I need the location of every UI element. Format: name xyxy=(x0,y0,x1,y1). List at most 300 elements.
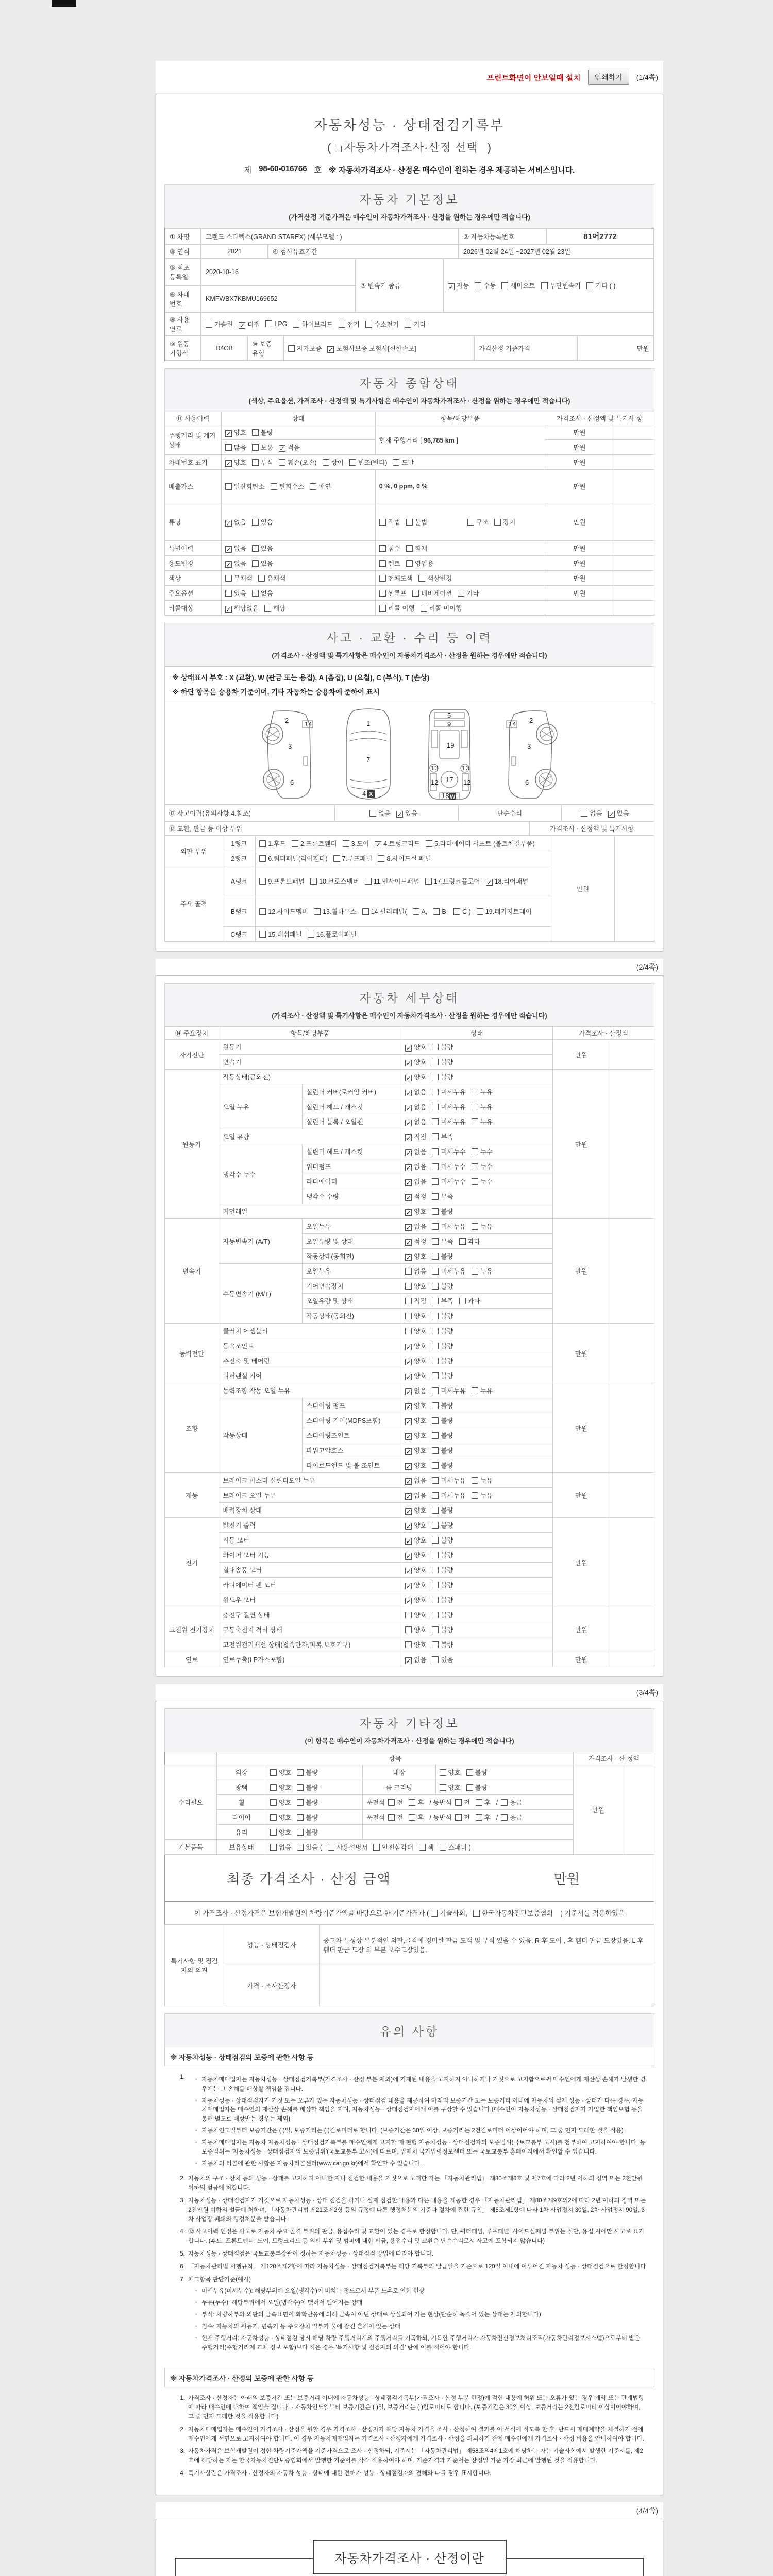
checkbox-option[interactable] xyxy=(362,907,407,916)
checkbox-option[interactable] xyxy=(432,1311,453,1320)
checkbox-option[interactable] xyxy=(405,1431,426,1440)
checkbox-option[interactable] xyxy=(405,1177,426,1186)
checkbox[interactable] xyxy=(405,1283,412,1290)
checkbox-option[interactable] xyxy=(432,1222,465,1231)
checkbox-option[interactable] xyxy=(475,281,496,290)
checkbox-option[interactable] xyxy=(432,1461,453,1470)
checkbox[interactable] xyxy=(252,444,259,451)
checkbox[interactable] xyxy=(225,444,232,451)
checkbox[interactable] xyxy=(432,1118,439,1125)
checkbox[interactable] xyxy=(455,1799,462,1806)
checkbox-option[interactable] xyxy=(405,1505,426,1515)
checkbox-checked[interactable]: ✓ xyxy=(406,1478,411,1485)
checkbox[interactable] xyxy=(432,1089,439,1095)
checkbox[interactable] xyxy=(581,810,587,817)
checkbox[interactable] xyxy=(432,1612,439,1618)
checkbox-option[interactable] xyxy=(405,1251,426,1261)
checkbox-option[interactable] xyxy=(466,1783,488,1792)
checkbox-option[interactable] xyxy=(432,1132,453,1141)
checkbox[interactable] xyxy=(270,1799,277,1806)
checkbox-option[interactable] xyxy=(279,457,317,467)
checkbox[interactable] xyxy=(373,1844,380,1851)
checkbox[interactable] xyxy=(405,1328,412,1334)
checkbox-checked[interactable]: ✓ xyxy=(406,1493,411,1500)
checkbox-option[interactable] xyxy=(259,839,286,848)
checkbox-checked[interactable]: ✓ xyxy=(406,1508,411,1515)
checkbox[interactable] xyxy=(270,1784,277,1791)
checkbox-option[interactable] xyxy=(418,573,452,583)
checkbox-option[interactable] xyxy=(501,281,535,290)
checkbox-option[interactable] xyxy=(405,1042,426,1052)
checkbox-option[interactable] xyxy=(432,1520,453,1530)
checkbox-option[interactable] xyxy=(432,1236,453,1246)
checkbox-option[interactable] xyxy=(406,558,433,568)
checkbox-option[interactable] xyxy=(405,319,426,329)
checkbox-option[interactable] xyxy=(297,1783,318,1792)
checkbox-checked[interactable]: ✓ xyxy=(406,1194,411,1201)
checkbox-option[interactable] xyxy=(432,1281,453,1291)
checkbox-option[interactable] xyxy=(421,603,462,613)
checkbox-option[interactable] xyxy=(432,1162,465,1171)
checkbox-option[interactable] xyxy=(239,319,260,329)
checkbox-option[interactable] xyxy=(586,281,615,290)
checkbox[interactable] xyxy=(335,146,342,152)
checkbox-option[interactable] xyxy=(405,1356,426,1365)
checkbox[interactable] xyxy=(225,575,232,582)
checkbox[interactable] xyxy=(418,575,425,582)
checkbox[interactable] xyxy=(476,1814,482,1821)
checkbox-checked[interactable]: ✓ xyxy=(406,1403,411,1411)
checkbox-option[interactable] xyxy=(432,1505,453,1515)
checkbox-option[interactable] xyxy=(405,1550,426,1560)
checkbox[interactable] xyxy=(252,459,259,466)
checkbox-option[interactable] xyxy=(472,1177,493,1186)
checkbox-option[interactable] xyxy=(323,457,344,467)
checkbox[interactable] xyxy=(432,1178,439,1185)
checkbox-checked[interactable]: ✓ xyxy=(406,1568,411,1575)
checkbox[interactable] xyxy=(308,931,314,938)
checkbox[interactable] xyxy=(432,1313,439,1319)
checkbox[interactable] xyxy=(333,855,340,862)
checkbox-option[interactable] xyxy=(432,1072,453,1081)
checkbox-option[interactable] xyxy=(365,319,399,329)
checkbox-checked[interactable]: ✓ xyxy=(486,879,492,886)
checkbox-checked[interactable]: ✓ xyxy=(406,1045,411,1052)
checkbox-option[interactable] xyxy=(271,482,304,491)
checkbox-option[interactable] xyxy=(472,1162,493,1171)
checkbox[interactable] xyxy=(271,483,277,490)
checkbox-checked[interactable]: ✓ xyxy=(239,322,245,329)
checkbox-option[interactable] xyxy=(270,1842,291,1852)
checkbox-option[interactable] xyxy=(432,1356,453,1365)
checkbox-checked[interactable]: ✓ xyxy=(375,841,381,849)
checkbox-option[interactable] xyxy=(405,1192,426,1201)
checkbox-option[interactable] xyxy=(314,907,357,916)
checkbox[interactable] xyxy=(433,908,440,915)
checkbox[interactable] xyxy=(432,1402,439,1409)
checkbox[interactable] xyxy=(459,1298,466,1304)
checkbox[interactable] xyxy=(339,321,345,328)
checkbox-option[interactable] xyxy=(225,603,259,613)
checkbox-option[interactable] xyxy=(432,1610,453,1619)
checkbox[interactable] xyxy=(501,1799,508,1806)
checkbox[interactable] xyxy=(432,1223,439,1230)
checkbox-option[interactable] xyxy=(225,457,246,467)
checkbox[interactable] xyxy=(264,605,271,612)
checkbox[interactable] xyxy=(432,1238,439,1245)
checkbox-option[interactable] xyxy=(405,1087,426,1096)
checkbox-option[interactable] xyxy=(472,1102,493,1111)
checkbox-checked[interactable]: ✓ xyxy=(226,520,231,527)
checkbox-checked[interactable]: ✓ xyxy=(406,1538,411,1545)
checkbox-option[interactable] xyxy=(432,1625,453,1634)
checkbox[interactable] xyxy=(293,321,299,328)
checkbox[interactable] xyxy=(259,840,266,847)
checkbox-option[interactable] xyxy=(608,808,629,818)
checkbox[interactable] xyxy=(379,575,386,582)
checkbox-option[interactable] xyxy=(405,1222,426,1231)
checkbox-option[interactable] xyxy=(252,588,273,598)
checkbox-option[interactable] xyxy=(405,1296,426,1306)
checkbox[interactable] xyxy=(432,1567,439,1573)
checkbox-option[interactable] xyxy=(375,839,420,848)
checkbox-option[interactable] xyxy=(343,839,369,848)
checkbox-option[interactable] xyxy=(388,1812,403,1822)
checkbox-option[interactable] xyxy=(264,603,285,613)
checkbox[interactable] xyxy=(501,282,508,289)
checkbox[interactable] xyxy=(393,459,399,466)
checkbox[interactable] xyxy=(432,1148,439,1155)
checkbox-option[interactable] xyxy=(379,544,400,553)
checkbox[interactable] xyxy=(252,429,259,436)
checkbox-option[interactable] xyxy=(405,1461,426,1470)
checkbox-option[interactable] xyxy=(292,839,337,848)
checkbox[interactable] xyxy=(409,1814,415,1821)
checkbox-option[interactable] xyxy=(252,558,273,568)
checkbox-option[interactable] xyxy=(288,344,322,353)
checkbox-checked[interactable]: ✓ xyxy=(406,1209,411,1216)
checkbox[interactable] xyxy=(405,1612,412,1618)
checkbox[interactable] xyxy=(297,1829,304,1836)
checkbox-checked[interactable]: ✓ xyxy=(226,606,231,613)
checkbox[interactable] xyxy=(252,519,259,526)
checkbox-checked[interactable]: ✓ xyxy=(226,430,231,437)
checkbox-option[interactable] xyxy=(432,1595,453,1604)
checkbox[interactable] xyxy=(225,590,232,597)
checkbox-checked[interactable]: ✓ xyxy=(406,1583,411,1590)
checkbox[interactable] xyxy=(432,1328,439,1334)
checkbox-option[interactable] xyxy=(405,1476,426,1485)
checkbox-option[interactable] xyxy=(297,1798,318,1807)
checkbox-checked[interactable]: ✓ xyxy=(406,1060,411,1067)
checkbox-option[interactable] xyxy=(405,1072,426,1081)
checkbox-checked[interactable]: ✓ xyxy=(448,283,454,291)
checkbox-option[interactable] xyxy=(432,1042,453,1052)
checkbox-option[interactable] xyxy=(405,1520,426,1530)
checkbox-option[interactable] xyxy=(455,1798,470,1807)
checkbox[interactable] xyxy=(472,1178,478,1185)
checkbox-option[interactable] xyxy=(405,1580,426,1589)
checkbox[interactable] xyxy=(432,1268,439,1275)
checkbox-checked[interactable]: ✓ xyxy=(328,346,333,353)
checkbox-option[interactable] xyxy=(472,1386,493,1395)
checkbox-option[interactable] xyxy=(432,1565,453,1574)
checkbox-option[interactable] xyxy=(433,908,448,916)
checkbox-option[interactable] xyxy=(455,1812,470,1822)
checkbox-checked[interactable]: ✓ xyxy=(406,1359,411,1366)
checkbox[interactable] xyxy=(475,282,481,289)
checkbox-option[interactable] xyxy=(409,1798,424,1807)
checkbox-option[interactable] xyxy=(265,320,287,328)
checkbox-option[interactable] xyxy=(432,1386,465,1395)
checkbox[interactable] xyxy=(405,321,411,328)
checkbox-checked[interactable]: ✓ xyxy=(397,811,402,818)
checkbox-option[interactable] xyxy=(409,1812,424,1822)
checkbox-option[interactable] xyxy=(310,482,331,491)
checkbox[interactable] xyxy=(541,282,548,289)
checkbox[interactable] xyxy=(472,1118,478,1125)
checkbox[interactable] xyxy=(432,1537,439,1544)
checkbox-checked[interactable]: ✓ xyxy=(406,1149,411,1157)
checkbox[interactable] xyxy=(406,545,413,552)
checkbox-option[interactable] xyxy=(473,1908,553,1918)
checkbox-checked[interactable]: ✓ xyxy=(406,1553,411,1560)
checkbox[interactable] xyxy=(432,1626,439,1633)
checkbox-option[interactable] xyxy=(432,1535,453,1545)
checkbox[interactable] xyxy=(270,1814,277,1821)
checkbox[interactable] xyxy=(323,459,329,466)
checkbox[interactable] xyxy=(466,1784,473,1791)
checkbox-option[interactable] xyxy=(310,876,359,886)
checkbox[interactable] xyxy=(406,519,413,526)
checkbox-option[interactable] xyxy=(405,1117,426,1126)
checkbox[interactable] xyxy=(259,908,266,915)
checkbox-option[interactable] xyxy=(405,1102,426,1111)
checkbox[interactable] xyxy=(472,1477,478,1484)
checkbox-option[interactable] xyxy=(405,1162,426,1171)
checkbox-option[interactable] xyxy=(225,544,246,553)
checkbox-checked[interactable]: ✓ xyxy=(406,1239,411,1246)
checkbox[interactable] xyxy=(459,1238,466,1245)
checkbox[interactable] xyxy=(432,1656,439,1663)
checkbox-checked[interactable]: ✓ xyxy=(406,1164,411,1172)
checkbox[interactable] xyxy=(432,1387,439,1394)
checkbox[interactable] xyxy=(472,1268,478,1275)
checkbox[interactable] xyxy=(432,1104,439,1110)
checkbox-checked[interactable]: ✓ xyxy=(226,460,231,467)
checkbox-option[interactable] xyxy=(472,1087,493,1096)
checkbox-option[interactable] xyxy=(405,1341,426,1350)
checkbox-option[interactable] xyxy=(379,573,413,583)
checkbox-option[interactable] xyxy=(405,1446,426,1455)
checkbox[interactable] xyxy=(440,1769,446,1776)
checkbox[interactable] xyxy=(440,1784,446,1791)
checkbox-option[interactable] xyxy=(405,1281,426,1291)
checkbox-option[interactable] xyxy=(349,457,388,467)
checkbox[interactable] xyxy=(472,1148,478,1155)
checkbox[interactable] xyxy=(432,1044,439,1050)
checkbox[interactable] xyxy=(314,908,321,915)
checkbox[interactable] xyxy=(472,1104,478,1110)
checkbox-option[interactable] xyxy=(335,139,478,155)
checkbox[interactable] xyxy=(586,282,593,289)
checkbox-option[interactable] xyxy=(472,1266,493,1276)
checkbox[interactable] xyxy=(265,320,272,327)
checkbox-option[interactable] xyxy=(225,428,246,437)
checkbox-option[interactable] xyxy=(259,929,302,939)
checkbox-option[interactable] xyxy=(472,1117,493,1126)
checkbox-option[interactable] xyxy=(339,319,360,329)
checkbox[interactable] xyxy=(310,483,316,490)
checkbox-option[interactable] xyxy=(476,1812,491,1822)
checkbox-checked[interactable]: ✓ xyxy=(406,1374,411,1381)
checkbox-option[interactable] xyxy=(379,517,400,527)
checkbox[interactable] xyxy=(206,321,212,328)
checkbox[interactable] xyxy=(431,1910,438,1917)
checkbox-option[interactable] xyxy=(405,1625,426,1634)
checkbox-checked[interactable]: ✓ xyxy=(406,1598,411,1605)
checkbox-option[interactable] xyxy=(440,1842,471,1852)
print-button[interactable]: 인쇄하기 xyxy=(588,70,629,85)
checkbox-option[interactable] xyxy=(432,1401,453,1410)
checkbox-option[interactable] xyxy=(458,588,479,598)
checkbox-option[interactable] xyxy=(432,1446,453,1455)
checkbox-option[interactable] xyxy=(472,1147,493,1156)
checkbox-option[interactable] xyxy=(405,1535,426,1545)
checkbox-option[interactable] xyxy=(426,839,535,848)
checkbox-option[interactable] xyxy=(448,281,469,290)
checkbox[interactable] xyxy=(432,1492,439,1499)
checkbox-option[interactable] xyxy=(405,1132,426,1141)
checkbox[interactable] xyxy=(432,1074,439,1080)
checkbox[interactable] xyxy=(473,1910,480,1917)
checkbox[interactable] xyxy=(501,1814,508,1821)
checkbox[interactable] xyxy=(365,321,372,328)
checkbox[interactable] xyxy=(432,1641,439,1648)
checkbox-option[interactable] xyxy=(252,443,273,452)
checkbox[interactable] xyxy=(466,1769,473,1776)
checkbox[interactable] xyxy=(252,545,259,552)
install-notice[interactable]: 프린트화면이 안보일때 설치 xyxy=(486,73,581,82)
checkbox-option[interactable] xyxy=(405,1326,426,1335)
checkbox[interactable] xyxy=(432,1372,439,1379)
checkbox[interactable] xyxy=(432,1552,439,1558)
checkbox-option[interactable] xyxy=(406,517,427,527)
checkbox-option[interactable] xyxy=(225,588,246,598)
checkbox[interactable] xyxy=(259,878,266,885)
checkbox-option[interactable] xyxy=(477,907,532,916)
checkbox-option[interactable] xyxy=(432,1296,453,1306)
checkbox-option[interactable] xyxy=(225,517,246,527)
checkbox[interactable] xyxy=(432,1522,439,1529)
checkbox-option[interactable] xyxy=(252,457,273,467)
checkbox-checked[interactable]: ✓ xyxy=(406,1657,411,1665)
checkbox-option[interactable] xyxy=(297,1768,318,1777)
checkbox-option[interactable] xyxy=(396,808,417,818)
checkbox-option[interactable] xyxy=(466,1768,488,1777)
checkbox-option[interactable] xyxy=(225,443,246,452)
checkbox-option[interactable] xyxy=(467,517,489,527)
checkbox-option[interactable] xyxy=(431,1908,467,1918)
checkbox[interactable] xyxy=(379,560,386,567)
checkbox-option[interactable] xyxy=(405,1236,426,1246)
checkbox-option[interactable] xyxy=(405,1490,426,1500)
checkbox-option[interactable] xyxy=(405,1595,426,1604)
checkbox[interactable] xyxy=(405,1641,412,1648)
checkbox[interactable] xyxy=(432,1253,439,1260)
checkbox-checked[interactable]: ✓ xyxy=(226,546,231,553)
checkbox-option[interactable] xyxy=(259,876,305,886)
checkbox-checked[interactable]: ✓ xyxy=(406,1134,411,1142)
checkbox[interactable] xyxy=(406,560,413,567)
checkbox[interactable] xyxy=(432,1059,439,1065)
checkbox[interactable] xyxy=(440,1844,446,1851)
checkbox-option[interactable] xyxy=(405,1311,426,1320)
checkbox-option[interactable] xyxy=(432,1550,453,1560)
checkbox-option[interactable] xyxy=(432,1431,453,1440)
checkbox-option[interactable] xyxy=(476,1798,491,1807)
checkbox[interactable] xyxy=(425,878,432,885)
checkbox-option[interactable] xyxy=(432,1192,453,1201)
checkbox-option[interactable] xyxy=(472,1222,493,1231)
checkbox[interactable] xyxy=(432,1432,439,1439)
checkbox-option[interactable] xyxy=(405,1207,426,1216)
checkbox[interactable] xyxy=(362,908,369,915)
checkbox-option[interactable] xyxy=(432,1102,465,1111)
checkbox-option[interactable] xyxy=(293,319,332,329)
checkbox-option[interactable] xyxy=(501,1812,522,1822)
checkbox-option[interactable] xyxy=(308,929,357,939)
checkbox[interactable] xyxy=(279,459,285,466)
checkbox[interactable] xyxy=(432,1597,439,1603)
checkbox[interactable] xyxy=(467,519,474,526)
checkbox[interactable] xyxy=(458,590,464,597)
checkbox-option[interactable] xyxy=(379,558,400,568)
checkbox-option[interactable] xyxy=(425,876,480,886)
checkbox[interactable] xyxy=(225,483,232,490)
checkbox-option[interactable] xyxy=(297,1827,318,1837)
checkbox-option[interactable] xyxy=(459,1236,480,1246)
checkbox[interactable] xyxy=(472,1223,478,1230)
checkbox-option[interactable] xyxy=(270,1812,291,1822)
checkbox[interactable] xyxy=(432,1343,439,1349)
checkbox-option[interactable] xyxy=(405,1640,426,1649)
checkbox-option[interactable] xyxy=(432,1117,465,1126)
checkbox-option[interactable] xyxy=(297,1842,322,1852)
checkbox-option[interactable] xyxy=(432,1580,453,1589)
checkbox-option[interactable] xyxy=(258,573,285,583)
checkbox-option[interactable] xyxy=(486,876,529,886)
checkbox[interactable] xyxy=(432,1298,439,1304)
checkbox[interactable] xyxy=(365,878,372,885)
checkbox-option[interactable] xyxy=(405,1655,426,1664)
checkbox[interactable] xyxy=(328,1844,334,1851)
checkbox-checked[interactable]: ✓ xyxy=(406,1344,411,1351)
checkbox[interactable] xyxy=(432,1193,439,1200)
checkbox-option[interactable] xyxy=(432,1057,453,1066)
checkbox-option[interactable] xyxy=(432,1177,465,1186)
checkbox-option[interactable] xyxy=(369,808,391,818)
checkbox-option[interactable] xyxy=(413,908,428,916)
checkbox-option[interactable] xyxy=(472,1476,493,1485)
checkbox[interactable] xyxy=(432,1582,439,1588)
checkbox[interactable] xyxy=(270,1844,277,1851)
checkbox[interactable] xyxy=(472,1387,478,1394)
checkbox-checked[interactable]: ✓ xyxy=(406,1254,411,1261)
checkbox-option[interactable] xyxy=(405,1610,426,1619)
checkbox-checked[interactable]: ✓ xyxy=(406,1523,411,1530)
checkbox-option[interactable] xyxy=(406,544,427,553)
